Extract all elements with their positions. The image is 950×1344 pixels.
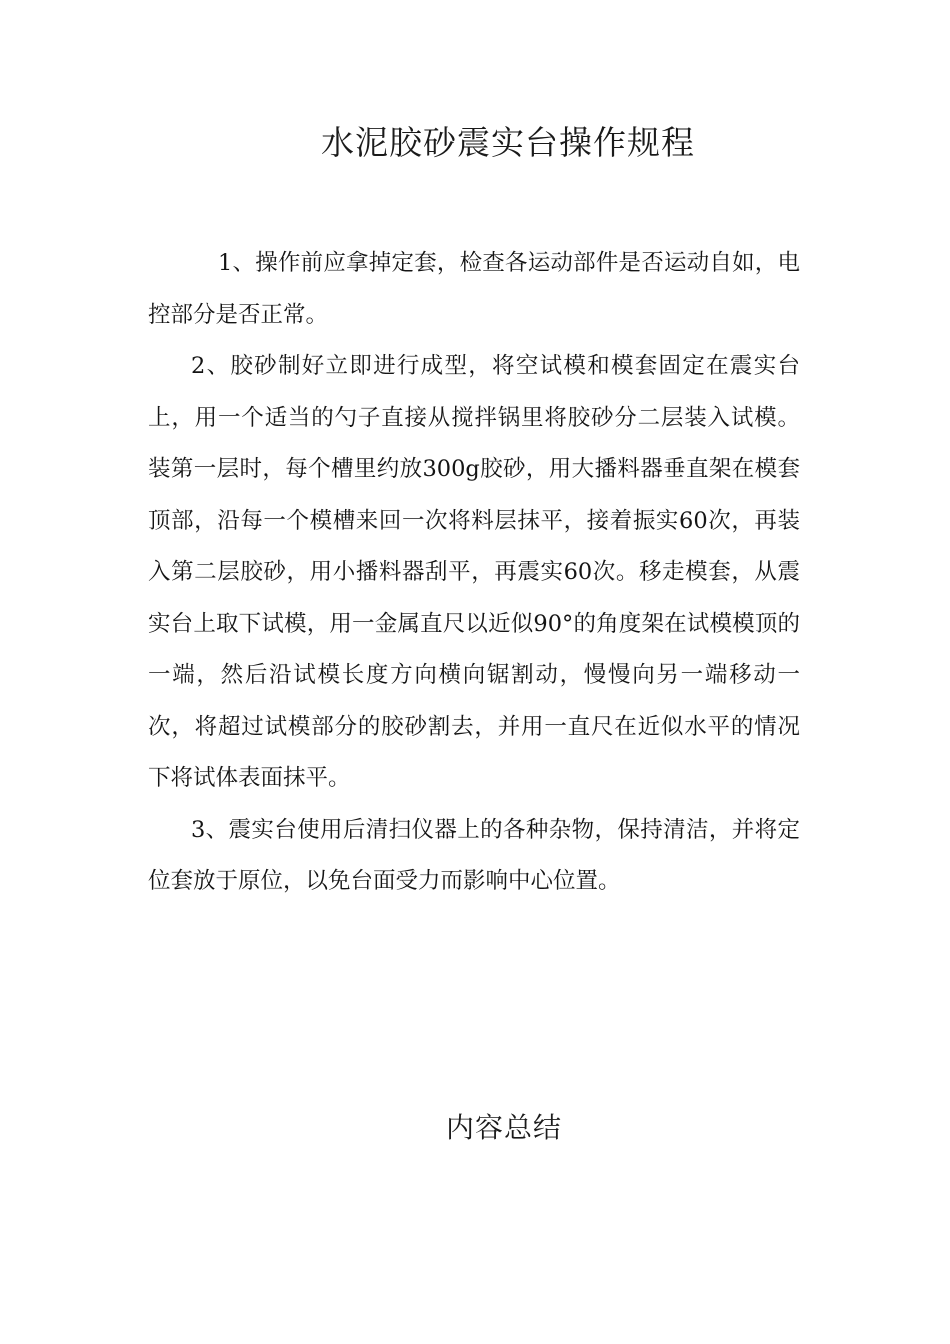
paragraph-2: 2、胶砂制好立即进行成型，将空试模和模套固定在震实台上，用一个适当的勺子直接从搅拌锅里将胶砂分二层装入试模。装第一层时，每个槽里约放300g胶砂，用大播料器垂直架在模套顶部，沿每一个模槽来回一次将料层抹平，接着振实60次，再装入第二层胶砂，用小播料器刮平，再震实60次。移走模套，从震实台上取下试模，用一金属直尺以近似90°的角度架在试模模顶的一端，然后沿试模长度方向横向锯割动，慢慢向另一端移动一次，将超过试模部分的胶砂割去，并用一直尺在近似水平的情况下将试体表面抹平。 bbox=[148, 353, 800, 791]
document-title: 水泥胶砂震实台操作规程 bbox=[321, 123, 695, 162]
summary-heading: 内容总结 bbox=[445, 1111, 562, 1144]
paragraph-3: 3、震实台使用后清扫仪器上的各种杂物，保持清洁，并将定位套放于原位，以免台面受力而影响中心位置。 bbox=[148, 816, 800, 894]
paragraph-1: 1、操作前应拿掉定套，检查各运动部件是否运动自如，电控部分是否正常。 bbox=[148, 250, 800, 328]
document-body bbox=[148, 238, 800, 908]
